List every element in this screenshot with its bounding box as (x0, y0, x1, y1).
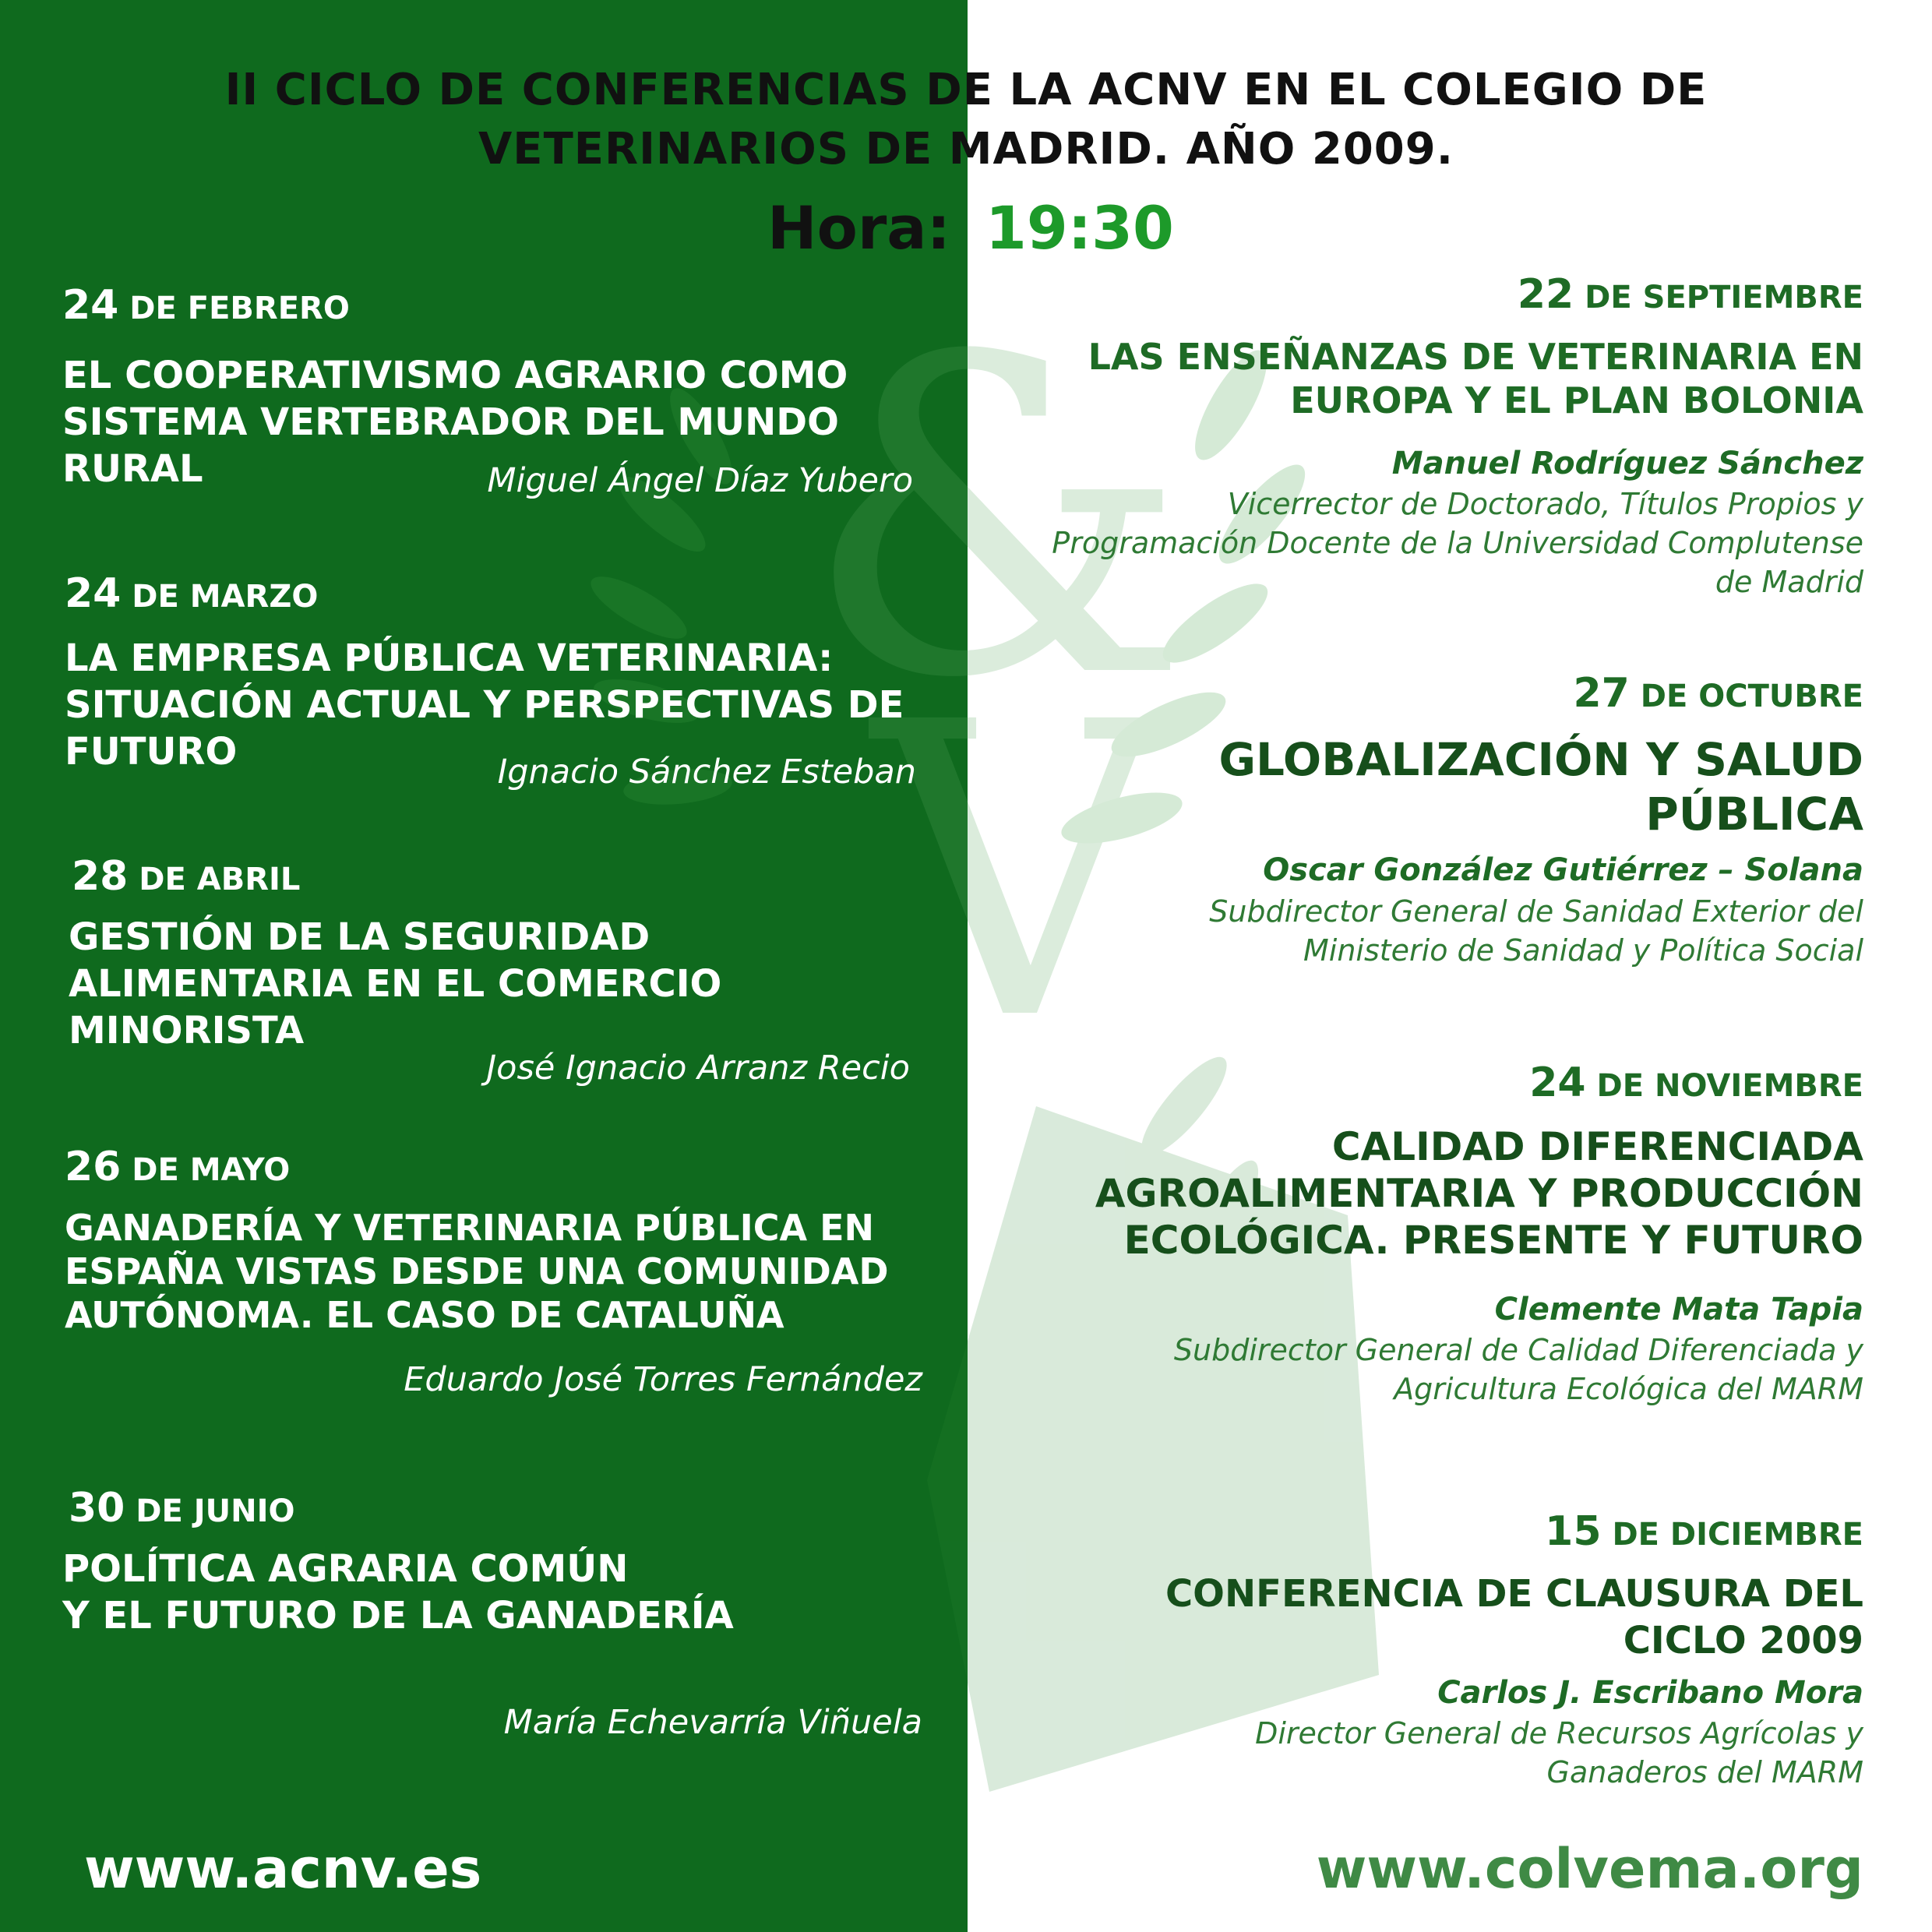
talk-title-june (62, 1546, 734, 1639)
talk-title-line: LAS ENSEÑANZAS DE VETERINARIA EN (1088, 336, 1863, 378)
colvema-website-link[interactable]: www.colvema.org (1316, 1837, 1863, 1901)
speaker-december: Carlos J. Escribano Mora (1437, 1675, 1863, 1711)
talk-title-line: FUTURO (65, 730, 238, 774)
role-line: Subdirector General de Sanidad Exterior del (1209, 894, 1863, 929)
talk-title-line: GANADERÍA Y VETERINARIA PÚBLICA EN (65, 1207, 874, 1249)
speaker-may: Eduardo José Torres Fernández (404, 1360, 922, 1399)
acnv-website-link[interactable]: www.acnv.es (84, 1837, 482, 1901)
date-day: 28 (72, 853, 129, 900)
role-line: Director General de Recursos Agrícolas y (1255, 1716, 1863, 1750)
date-month: DE FEBRERO (118, 291, 350, 326)
date-november (1013, 1059, 1863, 1106)
talk-title-line: ESPAÑA VISTAS DESDE UNA COMUNIDAD (65, 1250, 889, 1292)
talk-title-line: SISTEMA VERTEBRADOR DEL MUNDO (62, 400, 839, 444)
time-label: Hora: (767, 193, 950, 263)
date-day: 26 (65, 1144, 122, 1190)
speaker-april: José Ignacio Arranz Recio (486, 1049, 910, 1088)
talk-title-line: Y EL FUTURO DE LA GANADERÍA (62, 1594, 734, 1638)
talk-title-line: CICLO 2009 (1623, 1619, 1863, 1662)
talk-title-line: GLOBALIZACIÓN Y SALUD (1218, 733, 1863, 786)
talk-title-april (69, 914, 721, 1054)
talk-title-line: PÚBLICA (1645, 788, 1863, 841)
speaker-september: Manuel Rodríguez Sánchez (1391, 446, 1863, 481)
date-march (65, 570, 318, 617)
date-month: DE OCTUBRE (1629, 679, 1863, 714)
talk-title-september (1013, 335, 1863, 422)
talk-title-line: ECOLÓGICA. PRESENTE Y FUTURO (1123, 1218, 1863, 1263)
talk-title-line: POLÍTICA AGRARIA COMÚN (62, 1547, 629, 1591)
date-february (62, 282, 350, 329)
talk-title-line: AUTÓNOMA. EL CASO DE CATALUÑA (65, 1294, 784, 1336)
talk-title-line: CALIDAD DIFERENCIADA (1331, 1124, 1863, 1169)
role-line: Agricultura Ecológica del MARM (1394, 1372, 1863, 1406)
date-month: DE SEPTIEMBRE (1574, 280, 1863, 316)
speaker-march: Ignacio Sánchez Esteban (497, 753, 916, 791)
role-line: Programación Docente de la Universidad Complutense (1052, 526, 1863, 560)
date-month: DE ABRIL (128, 862, 301, 897)
date-month: DE MAYO (121, 1152, 291, 1188)
date-day: 24 (65, 570, 122, 617)
date-day: 15 (1545, 1508, 1602, 1555)
speaker-november: Clemente Mata Tapia (1494, 1292, 1863, 1327)
date-october (1013, 670, 1863, 717)
talk-title-line: GESTIÓN DE LA SEGURIDAD (69, 915, 650, 959)
role-line: Ministerio de Sanidad y Política Social (1303, 933, 1863, 968)
date-june (69, 1485, 294, 1532)
event-title (0, 61, 1932, 179)
speaker-february: Miguel Ángel Díaz Yubero (487, 461, 913, 500)
date-month: DE JUNIO (125, 1493, 295, 1529)
speaker-june: María Echevarría Viñuela (503, 1703, 922, 1742)
date-day: 24 (1529, 1059, 1586, 1106)
date-day: 30 (69, 1485, 125, 1532)
talk-title-line: LA EMPRESA PÚBLICA VETERINARIA: (65, 636, 834, 680)
date-december (1013, 1508, 1863, 1555)
talk-title-december (1013, 1571, 1863, 1664)
speaker-role-december (1013, 1714, 1863, 1792)
date-april (72, 853, 300, 900)
svg-text:&: & (802, 266, 1191, 774)
date-day: 24 (62, 282, 119, 329)
talk-title-line: AGROALIMENTARIA Y PRODUCCIÓN (1095, 1171, 1863, 1216)
event-title-line-1: II CICLO DE CONFERENCIAS DE LA ACNV EN EL COLEGIO DE (224, 65, 1708, 115)
talk-title-line: RURAL (62, 447, 203, 491)
role-line: de Madrid (1715, 565, 1863, 599)
talk-title-line: MINORISTA (69, 1009, 305, 1052)
talk-title-line: SITUACIÓN ACTUAL Y PERSPECTIVAS DE (65, 683, 904, 727)
date-september (1013, 271, 1863, 318)
date-day: 22 (1517, 271, 1574, 318)
speaker-october: Oscar González Gutiérrez – Solana (1263, 852, 1863, 888)
talk-title-line: CONFERENCIA DE CLAUSURA DEL (1165, 1572, 1863, 1616)
role-line: Ganaderos del MARM (1546, 1755, 1863, 1789)
speaker-role-november (1013, 1331, 1863, 1408)
talk-title-october (1013, 732, 1863, 841)
date-month: DE MARZO (121, 579, 319, 615)
talk-title-line: ALIMENTARIA EN EL COMERCIO (69, 962, 722, 1006)
talk-title-line: EUROPA Y EL PLAN BOLONIA (1290, 379, 1863, 421)
event-title-line-2: VETERINARIOS DE MADRID. AÑO 2009. (478, 124, 1454, 175)
talk-title-may (65, 1206, 889, 1337)
date-may (65, 1144, 290, 1190)
time-value: 19:30 (985, 193, 1174, 263)
svg-text:V: V (873, 636, 1165, 1109)
role-line: Subdirector General de Calidad Diferenciada y (1173, 1333, 1863, 1367)
talk-title-line: EL COOPERATIVISMO AGRARIO COMO (62, 354, 848, 397)
talk-title-november (1013, 1123, 1863, 1264)
date-month: DE DICIEMBRE (1601, 1517, 1863, 1553)
speaker-role-october (1013, 892, 1863, 970)
speaker-role-september (997, 485, 1863, 601)
date-month: DE NOVIEMBRE (1585, 1068, 1863, 1104)
role-line: Vicerrector de Doctorado, Títulos Propios y (1227, 487, 1863, 521)
date-day: 27 (1573, 670, 1630, 717)
